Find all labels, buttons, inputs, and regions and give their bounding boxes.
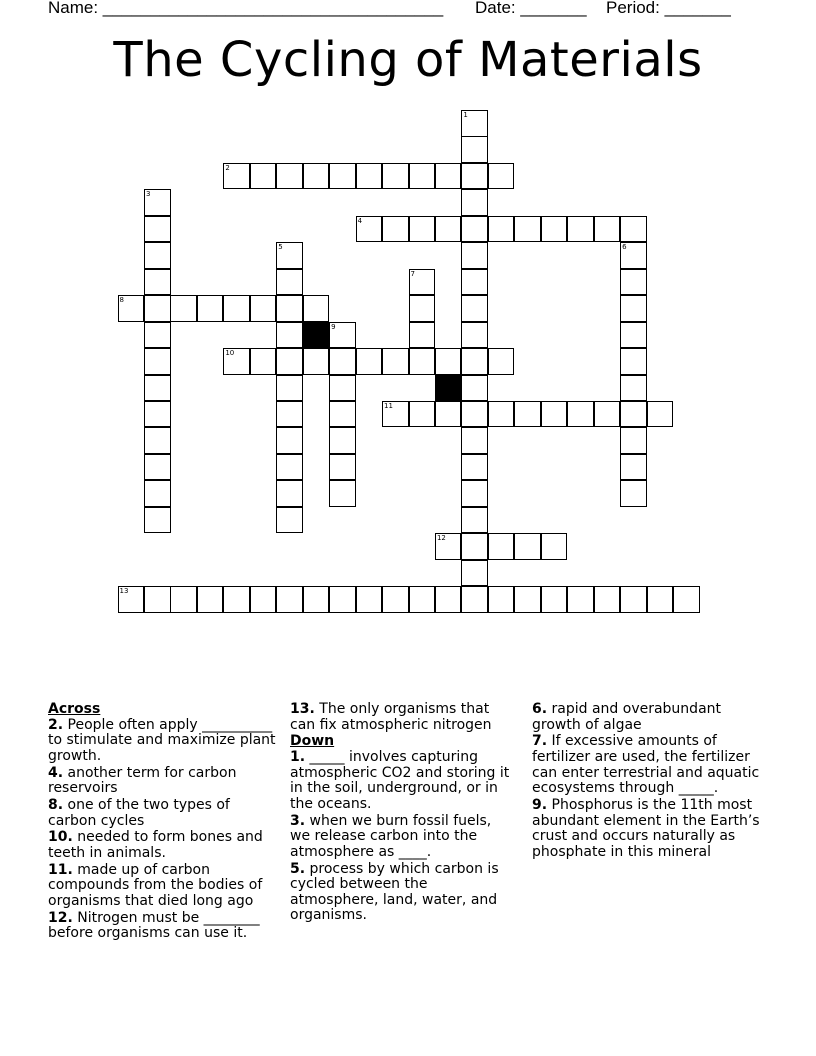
grid-cell[interactable] xyxy=(329,348,356,375)
grid-cell[interactable] xyxy=(488,216,515,243)
grid-cell[interactable] xyxy=(409,586,436,613)
grid-cell[interactable] xyxy=(144,322,171,349)
grid-cell[interactable] xyxy=(541,216,568,243)
grid-cell[interactable] xyxy=(567,401,594,428)
grid-cell[interactable] xyxy=(620,295,647,322)
grid-cell[interactable] xyxy=(435,586,462,613)
grid-cell[interactable] xyxy=(461,480,488,507)
clue-number: 6 xyxy=(622,243,627,252)
grid-cell[interactable] xyxy=(488,533,515,560)
clue-number-label: 1. xyxy=(290,748,306,765)
across-clue: 11. made up of carbon compounds from the bodies of organisms that died long ago xyxy=(48,861,263,909)
grid-cell[interactable] xyxy=(118,295,145,322)
clue-number: 8 xyxy=(119,296,125,305)
clue-number-label: 8. xyxy=(48,796,64,813)
clue-number: 12 xyxy=(436,534,446,543)
grid-cell[interactable] xyxy=(250,348,277,375)
grid-cell[interactable] xyxy=(541,586,568,613)
grid-cell[interactable] xyxy=(620,322,647,349)
grid-cell[interactable] xyxy=(329,427,356,454)
grid-cell[interactable] xyxy=(329,454,356,481)
grid-cell[interactable] xyxy=(514,533,541,560)
grid-cell[interactable] xyxy=(461,242,488,269)
grid-cell[interactable] xyxy=(303,586,330,613)
grid-cell[interactable] xyxy=(223,586,250,613)
grid-cell[interactable] xyxy=(514,216,541,243)
grid-cell[interactable] xyxy=(276,480,303,507)
grid-cell[interactable] xyxy=(144,216,171,243)
grid-cell[interactable] xyxy=(329,163,356,190)
grid-cell[interactable] xyxy=(409,322,436,349)
clue-number-label: 10. xyxy=(48,829,73,846)
grid-cell[interactable] xyxy=(144,295,171,322)
grid-cell[interactable] xyxy=(197,295,224,322)
grid-cell[interactable] xyxy=(382,163,409,190)
grid-cell[interactable] xyxy=(620,242,647,269)
grid-cell[interactable] xyxy=(461,269,488,296)
grid-cell[interactable] xyxy=(356,163,383,190)
grid-cell[interactable] xyxy=(514,586,541,613)
grid-cell[interactable] xyxy=(409,216,436,243)
clue-number-label: 3. xyxy=(290,812,306,829)
across-clue: 4. another term for carbon reservoirs xyxy=(48,764,237,797)
grid-cell[interactable] xyxy=(144,586,171,613)
grid-cell[interactable] xyxy=(276,295,303,322)
grid-cell[interactable] xyxy=(488,401,515,428)
grid-cell[interactable] xyxy=(276,163,303,190)
grid-cell[interactable] xyxy=(276,507,303,534)
clue-number-label: 2. xyxy=(48,716,64,733)
grid-cell[interactable] xyxy=(567,216,594,243)
down-clue: 9. Phosphorus is the 11th most abundant element in the Earth’s crust and occurs naturally as phosphate in this mineral xyxy=(532,796,760,860)
grid-cell[interactable] xyxy=(303,163,330,190)
grid-cell[interactable] xyxy=(144,375,171,402)
grid-cell[interactable] xyxy=(250,163,277,190)
grid-cell[interactable] xyxy=(382,348,409,375)
grid-cell[interactable] xyxy=(409,295,436,322)
grid-cell[interactable] xyxy=(461,507,488,534)
grid-cell[interactable] xyxy=(276,242,303,269)
grid-cell[interactable] xyxy=(409,269,436,296)
down-heading: Down xyxy=(290,733,335,750)
grid-cell[interactable] xyxy=(303,348,330,375)
grid-cell[interactable] xyxy=(620,348,647,375)
grid-cell[interactable] xyxy=(594,586,621,613)
grid-cell[interactable] xyxy=(250,586,277,613)
down-clue: 3. when we burn fossil fuels, we release carbon into the atmosphere as ____. xyxy=(290,812,492,860)
grid-cell[interactable] xyxy=(488,348,515,375)
grid-cell[interactable] xyxy=(276,348,303,375)
grid-cell[interactable] xyxy=(620,269,647,296)
clue-number-label: 12. xyxy=(48,909,73,926)
grid-cell[interactable] xyxy=(329,401,356,428)
grid-cell[interactable] xyxy=(170,586,197,613)
clue-number-label: 11. xyxy=(48,861,73,878)
grid-cell[interactable] xyxy=(250,295,277,322)
clues-column-1 xyxy=(48,702,278,943)
grid-cell[interactable] xyxy=(144,242,171,269)
down-clue: 1. _____ involves capturing atmospheric CO2 and storing it in the soil, underground, or in the oceans. xyxy=(290,748,510,812)
grid-cell[interactable] xyxy=(461,533,488,560)
clue-number: 13 xyxy=(119,587,129,596)
clue-number-label: 6. xyxy=(532,701,548,717)
grid-cell[interactable] xyxy=(620,586,647,613)
down-clue: 5. process by which carbon is cycled between the atmosphere, land, water, and organisms. xyxy=(290,860,499,924)
black-cell xyxy=(303,322,330,349)
grid-cell[interactable] xyxy=(170,295,197,322)
clue-number-label: 4. xyxy=(48,764,64,781)
grid-cell[interactable] xyxy=(276,427,303,454)
grid-cell[interactable] xyxy=(461,427,488,454)
grid-cell[interactable] xyxy=(356,348,383,375)
grid-cell[interactable] xyxy=(435,348,462,375)
grid-cell[interactable] xyxy=(144,454,171,481)
period-field-label[interactable]: Period: _______ xyxy=(606,0,731,17)
grid-cell[interactable] xyxy=(144,348,171,375)
grid-cell[interactable] xyxy=(435,163,462,190)
grid-cell[interactable] xyxy=(673,586,700,613)
grid-cell[interactable] xyxy=(276,322,303,349)
clue-number: 9 xyxy=(331,322,336,331)
clue-number: 1 xyxy=(463,111,468,119)
grid-cell[interactable] xyxy=(435,533,462,560)
grid-cell[interactable] xyxy=(382,401,409,428)
name-field-label[interactable]: Name: ____________________________________ xyxy=(48,0,444,17)
grid-cell[interactable] xyxy=(435,401,462,428)
grid-cell[interactable] xyxy=(461,454,488,481)
grid-cell[interactable] xyxy=(620,375,647,402)
grid-cell[interactable] xyxy=(541,401,568,428)
across-clue: 12. Nitrogen must be ________ before organisms can use it. xyxy=(48,909,260,942)
grid-cell[interactable] xyxy=(382,216,409,243)
black-cell xyxy=(435,375,462,402)
grid-cell[interactable] xyxy=(329,480,356,507)
down-clue: 7. If excessive amounts of fertilizer are used, the fertilizer can enter terrestrial and aquatic ecosystems through _____. xyxy=(532,733,760,797)
grid-cell[interactable] xyxy=(541,533,568,560)
across-clue: 2. People often apply __________ to stimulate and maximize plant growth. xyxy=(48,716,276,764)
grid-cell[interactable] xyxy=(197,586,224,613)
across-clue: 13. The only organisms that can fix atmospheric nitrogen xyxy=(290,701,492,733)
grid-cell[interactable] xyxy=(461,560,488,587)
grid-cell[interactable] xyxy=(144,427,171,454)
grid-cell[interactable] xyxy=(514,401,541,428)
grid-cell[interactable] xyxy=(435,216,462,243)
across-clue: 8. one of the two types of carbon cycles xyxy=(48,796,230,829)
clue-number: 3 xyxy=(146,190,151,199)
grid-cell[interactable] xyxy=(329,586,356,613)
grid-cell[interactable] xyxy=(276,375,303,402)
clues-column-2 xyxy=(290,702,515,925)
grid-cell[interactable] xyxy=(647,586,674,613)
date-field-label[interactable]: Date: _______ xyxy=(475,0,587,17)
grid-cell[interactable] xyxy=(461,295,488,322)
grid-cell[interactable] xyxy=(461,216,488,243)
clue-number-label: 5. xyxy=(290,860,306,877)
grid-cell[interactable] xyxy=(620,401,647,428)
grid-cell[interactable] xyxy=(144,507,171,534)
clues-across-continued xyxy=(290,702,515,733)
grid-cell[interactable] xyxy=(276,401,303,428)
grid-cell[interactable] xyxy=(567,586,594,613)
across-clue: 10. needed to form bones and teeth in animals. xyxy=(48,829,263,861)
grid-cell[interactable] xyxy=(276,586,303,613)
grid-cell[interactable] xyxy=(461,375,488,402)
grid-cell[interactable] xyxy=(276,269,303,296)
grid-cell[interactable] xyxy=(144,189,171,216)
grid-cell[interactable] xyxy=(461,348,488,375)
clue-number: 4 xyxy=(357,216,363,225)
grid-cell[interactable] xyxy=(461,189,488,216)
grid-cell[interactable] xyxy=(356,586,383,613)
clue-number: 2 xyxy=(225,163,230,172)
grid-cell[interactable] xyxy=(488,163,515,190)
grid-cell[interactable] xyxy=(620,216,647,243)
down-clue: 6. rapid and overabundant growth of algae xyxy=(532,701,722,733)
grid-cell[interactable] xyxy=(223,348,250,375)
clue-number-label: 13. xyxy=(290,701,315,717)
grid-cell[interactable] xyxy=(144,269,171,296)
clues-down xyxy=(290,750,515,924)
grid-cell[interactable] xyxy=(461,110,488,137)
across-heading: Across xyxy=(48,701,101,717)
clue-number: 7 xyxy=(410,269,415,278)
clue-number-label: 7. xyxy=(532,733,548,750)
grid-cell[interactable] xyxy=(223,163,250,190)
grid-cell[interactable] xyxy=(409,163,436,190)
page-title: The Cycling of Materials xyxy=(113,32,703,88)
grid-cell[interactable] xyxy=(647,401,674,428)
grid-cell[interactable] xyxy=(461,163,488,190)
grid-cell[interactable] xyxy=(620,480,647,507)
grid-cell[interactable] xyxy=(276,454,303,481)
clue-number-label: 9. xyxy=(532,796,548,813)
grid-cell[interactable] xyxy=(461,586,488,613)
grid-cell[interactable] xyxy=(223,295,250,322)
grid-cell[interactable] xyxy=(382,586,409,613)
grid-cell[interactable] xyxy=(409,401,436,428)
grid-cell[interactable] xyxy=(144,401,171,428)
grid-cell[interactable] xyxy=(461,136,488,163)
grid-cell[interactable] xyxy=(118,586,145,613)
clue-number: 11 xyxy=(384,401,393,410)
grid-cell[interactable] xyxy=(144,480,171,507)
grid-cell[interactable] xyxy=(329,375,356,402)
grid-cell[interactable] xyxy=(488,586,515,613)
grid-cell[interactable] xyxy=(620,454,647,481)
grid-cell[interactable] xyxy=(594,401,621,428)
clue-number: 5 xyxy=(278,243,283,252)
clues-column-3 xyxy=(532,702,768,862)
grid-cell[interactable] xyxy=(461,401,488,428)
grid-cell[interactable] xyxy=(409,348,436,375)
grid-cell[interactable] xyxy=(461,322,488,349)
clue-number: 10 xyxy=(225,349,235,358)
grid-cell[interactable] xyxy=(329,322,356,349)
grid-cell[interactable] xyxy=(356,216,383,243)
grid-cell[interactable] xyxy=(303,295,330,322)
grid-cell[interactable] xyxy=(620,427,647,454)
grid-cell[interactable] xyxy=(594,216,621,243)
